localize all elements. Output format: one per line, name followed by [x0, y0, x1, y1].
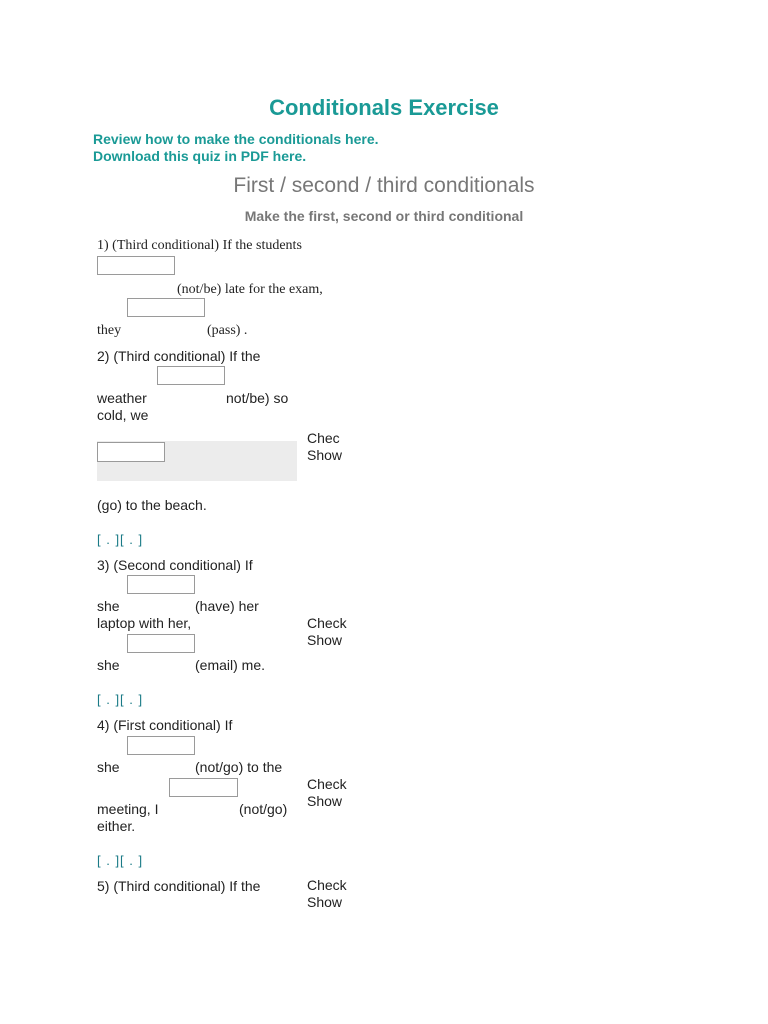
q4-text-either: either.	[97, 818, 136, 834]
q1-answer-input-2[interactable]	[127, 298, 205, 317]
section-title: First / second / third conditionals	[233, 174, 535, 197]
q5-check-button[interactable]: Check	[307, 877, 347, 893]
q4-text-she: she	[97, 759, 120, 775]
q1-text-line1: 1) (Third conditional) If the students	[97, 238, 302, 253]
q4-answer-input-2[interactable]	[169, 778, 238, 797]
q2-nav-links[interactable]: [ . ][ . ]	[97, 532, 144, 547]
q2-answer-input-1[interactable]	[157, 366, 225, 385]
q3-answer-input-2[interactable]	[127, 634, 195, 653]
q4-check-button[interactable]: Check	[307, 776, 347, 792]
q1-answer-input-1[interactable]	[97, 256, 175, 275]
q2-text-weather: weather	[97, 390, 147, 406]
q3-text-email: (email) me.	[195, 657, 266, 673]
q3-show-button[interactable]: Show	[307, 632, 343, 648]
instruction-text: Make the first, second or third conditional	[244, 208, 524, 224]
q2-answer-input-2[interactable]	[97, 442, 165, 462]
q4-show-button[interactable]: Show	[307, 793, 343, 809]
q4-text-line1: 4) (First conditional) If	[97, 717, 233, 733]
q4-answer-input-1[interactable]	[127, 736, 195, 755]
q1-text-they: they	[97, 323, 122, 338]
q4-text-notgo: (not/go) to the	[195, 759, 283, 775]
q3-text-she: she	[97, 598, 120, 614]
q2-text-go: (go) to the beach.	[97, 497, 207, 513]
page-title: Conditionals Exercise	[269, 95, 499, 120]
q5-show-button[interactable]: Show	[307, 894, 343, 910]
q4-text-meeting: meeting, I	[97, 801, 159, 817]
q1-text-pass: (pass) .	[207, 323, 248, 338]
q1-text-line2: (not/be) late for the exam,	[177, 282, 323, 297]
q3-nav-links[interactable]: [ . ][ . ]	[97, 692, 144, 707]
q2-text-notbe: not/be) so	[226, 390, 289, 406]
q2-check-button[interactable]: Chec	[307, 430, 340, 446]
download-pdf-link[interactable]: Download this quiz in PDF here.	[93, 148, 307, 164]
q4-nav-links[interactable]: [ . ][ . ]	[97, 853, 144, 868]
q3-text-she-2: she	[97, 657, 120, 673]
q3-answer-input-1[interactable]	[127, 575, 195, 594]
q3-text-laptop: laptop with her,	[97, 615, 192, 631]
q3-text-line1: 3) (Second conditional) If	[97, 557, 253, 573]
q2-show-button[interactable]: Show	[307, 447, 343, 463]
q5-text-line1: 5) (Third conditional) If the	[97, 878, 261, 894]
review-link[interactable]: Review how to make the conditionals here.	[93, 131, 379, 147]
q3-text-have: (have) her	[195, 598, 259, 614]
q2-text-line1: 2) (Third conditional) If the	[97, 348, 261, 364]
q4-text-notgo-2: (not/go)	[239, 801, 288, 817]
q3-check-button[interactable]: Check	[307, 615, 347, 631]
q2-text-cold: cold, we	[97, 407, 149, 423]
